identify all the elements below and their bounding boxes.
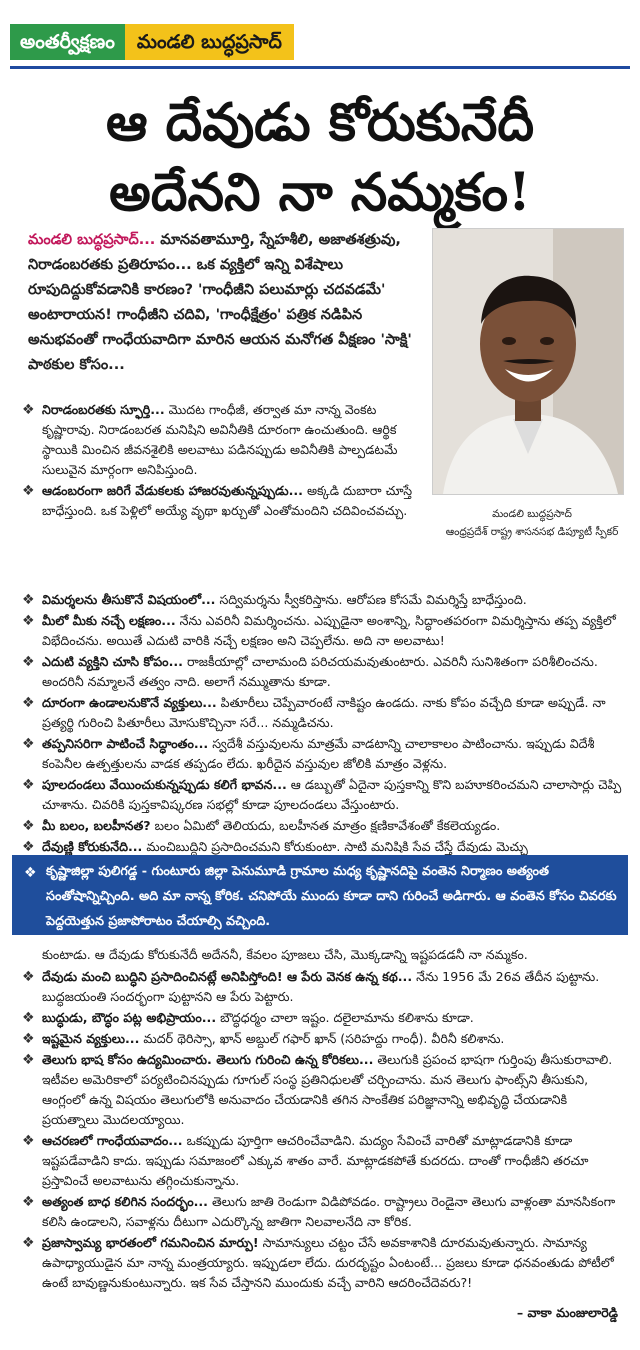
answer: బౌద్ధధర్మం చాలా ఇష్టం. దలైలామాను కలిశాను కూడా. bbox=[216, 1010, 474, 1025]
qa-item bbox=[22, 967, 622, 1007]
bullet-icon: ❖ bbox=[22, 969, 35, 985]
question: తప్పనిసరిగా పాటించే సిద్ధాంతం... bbox=[42, 736, 209, 751]
answer: మంచిబుద్ధిని ప్రసాదించమని కోరుకుంటా. సాటి మనిషికి సేవ చేస్తే దేవుడు మెచ్చు bbox=[142, 839, 528, 854]
qa-item bbox=[22, 590, 622, 610]
bullet-icon: ❖ bbox=[22, 818, 35, 834]
question: ప్రజాస్వామ్య భారతంలో గమనించిన మార్పు! bbox=[42, 1235, 259, 1250]
qa-item bbox=[22, 693, 622, 733]
question: ఆచరణలో గాంధేయవాదం... bbox=[42, 1133, 183, 1148]
intro-paragraph bbox=[28, 228, 423, 378]
answer: అక్కడి దుబారా చూస్తే బాధేస్తుంది. ఒక పెళ్లిలో అయ్యే వృథా ఖర్చుతో ఎంతోమందిని చదివించవచ్చు. bbox=[42, 483, 413, 518]
qa-item bbox=[22, 400, 422, 480]
qa-item bbox=[22, 1192, 622, 1232]
section-label: అంతర్వీక్షణం bbox=[10, 24, 125, 60]
qa-item bbox=[22, 816, 622, 836]
highlight-box bbox=[12, 855, 628, 935]
bullet-icon: ❖ bbox=[22, 736, 35, 752]
answer: సద్విమర్శను స్వీకరిస్తాను. ఆరోపణ కోసమే విమర్శిస్తే బాధేస్తుంది. bbox=[215, 592, 527, 607]
intro-name: మండలి బుద్ధప్రసాద్... bbox=[28, 232, 156, 248]
question: దూరంగా ఉండాలనుకొనే వ్యక్తులు... bbox=[42, 695, 217, 710]
bullet-icon: ❖ bbox=[22, 613, 35, 629]
header-rule bbox=[10, 66, 630, 69]
question: నిరాడంబరతకు స్ఫూర్తి... bbox=[42, 402, 165, 417]
qa-list-lower bbox=[22, 967, 622, 1294]
question: ఎదుటి వ్యక్తిని చూసి కోపం... bbox=[42, 654, 183, 669]
answer: మొదట గాంధీజీ, తర్వాత మా నాన్న వెంకట కృష్ణారావు. నిరాడంబరత మనిషిని అవినీతికి దూరంగా ఉంచుతుంది. ఆర్థిక స్థాయికి మించిన జీవనశైలికి అలవాటు పడినప్పుడు అవినీతికి పాల్పడటమే సులువైన మార్గంగా అనిపిస్తుంది. bbox=[42, 402, 398, 477]
question: అత్యంత బాధ కలిగిన సందర్భం... bbox=[42, 1194, 208, 1209]
question: తెలుగు భాష కోసం ఉద్యమించారు. తెలుగు గురించి ఉన్న కోరికలు... bbox=[42, 1052, 374, 1067]
answer: నేను ఎవరినీ విమర్శించను. ఎప్పుడైనా అంశాన్ని, సిద్ధాంతపరంగా విమర్శిస్తాను తప్ప వ్యక్తిలో విభేదించను. అయితే ఎదుటి వారికి నచ్చే లక్షణం అని చెప్పలేను. అది నా అలవాటు! bbox=[42, 613, 616, 648]
highlight-text: కృష్ణాజిల్లా పులిగడ్డ - గుంటూరు జిల్లా పెనుమూడి గ్రామాల మధ్య కృష్ణానదిపై వంతెన నిర్మాణం అత్యంత సంతోషాన్నిచ్చింది. అది మా నాన్న కోరిక. చనిపోయే ముందు కూడా దాని గురించే అడిగారు. ఆ వంతెన కోసం చివరకు పెద్దయెత్తున ప్రజాపోరాటం చేయాల్సి వచ్చింది. bbox=[46, 864, 617, 929]
author-label: మండలి బుద్ధప్రసాద్ bbox=[125, 24, 294, 60]
answer: మదర్ థెరిస్సా, ఖాన్ అబ్దుల్ గఫార్ ఖాన్ (సరిహద్దు గాంధీ). వీరినీ కలిశాను. bbox=[139, 1031, 505, 1046]
question: విమర్శలను తీసుకొనే విషయంలో... bbox=[42, 592, 216, 607]
qa-item bbox=[22, 775, 622, 815]
headline bbox=[10, 88, 630, 228]
headline-line-1: ఆ దేవుడు కోరుకునేదీ bbox=[105, 92, 535, 153]
question: బుద్ధుడు, బౌద్ధం పట్ల అభిప్రాయం... bbox=[42, 1010, 217, 1025]
photo-caption bbox=[432, 505, 632, 541]
bullet-icon: ❖ bbox=[22, 483, 35, 499]
question: దేవుణ్ణి కోరుకునేది... bbox=[42, 839, 143, 854]
qa-item bbox=[22, 1131, 622, 1191]
caption-title: ఆంధ్రప్రదేశ్ రాష్ట్ర శాసనసభ డిప్యూటీ స్పీకర్ bbox=[445, 526, 619, 538]
bullet-icon: ❖ bbox=[22, 1133, 35, 1149]
bullet-icon: ❖ bbox=[22, 1194, 35, 1210]
qa-item bbox=[22, 837, 622, 857]
answer: రాజకీయాల్లో చాలామంది పరిచయమవుతుంటారు. ఎవరినీ సునిశితంగా పరిశీలించను. అందరినీ నమ్మాలనే తత్వం నాది. అలాగే నమ్ముతాను కూడా. bbox=[42, 654, 598, 689]
answer: బలం ఏమిటో తెలియదు, బలహీనత మాత్రం క్షణికావేశంతో కేకలెయ్యడం. bbox=[150, 818, 501, 833]
answer: ఒకప్పుడు పూర్తిగా ఆచరించేవాడిని. మద్యం సేవించే వారితో మాట్లాడడానికి కూడా ఇష్టపడేవాడిని కాదు. ఇప్పుడు సమాజంలో ఎక్కువ శాతం వారే. మాట్లాడకపోతే కుదరదు. దాంతో గాంధీజీని తరచూ ప్రస్తావించే అలవాటును తగ్గించుకున్నాను. bbox=[42, 1133, 589, 1188]
bullet-icon: ❖ bbox=[22, 839, 35, 855]
question: మీ బలం, బలహీనత? bbox=[42, 818, 151, 833]
qa-item bbox=[22, 652, 622, 692]
question: మీలో మీకు నచ్చే లక్షణం... bbox=[42, 613, 176, 628]
answer: ఆ డబ్బుతో ఏదైనా పుస్తకాన్ని కొని బహూకరించమని చాలాసార్లు చెప్పి చూశాను. చివరికి పుస్తకావిష్కరణ సభల్లో కూడా పూలదండలు వేస్తుంటారు. bbox=[42, 777, 622, 812]
answer: పితూరీలు చెప్పేవారంటే నాకిష్టం ఉండదు. నాకు కోపం వచ్చేది కూడా అప్పుడే. నా ప్రత్యర్థి గురించి పితూరీలు మోసుకొచ్చినా సరే... నమ్మడిచను. bbox=[42, 695, 606, 730]
bullet-icon: ❖ bbox=[22, 1031, 35, 1047]
continuation-paragraph: కుంటాడు. ఆ దేవుడు కోరుకునేదీ అదేననీ, కేవలం పూజలు చేసి, మొక్కడాన్ని ఇష్టపడడనీ నా నమ్మకం. bbox=[42, 947, 528, 962]
qa-item bbox=[22, 1233, 622, 1293]
qa-item bbox=[22, 1008, 622, 1028]
answer: స్వదేశీ వస్తువులను మాత్రమే వాడటాన్ని చాలాకాలం పాటించాను. ఇప్పుడు విదేశీ కంపెనీల ఉత్పత్తులను వాడక తప్పడం లేదు. ఖరీదైన వస్తువుల జోలికి మాత్రం వెళ్లను. bbox=[42, 736, 595, 771]
qa-list-upper bbox=[22, 400, 422, 522]
answer: తెలుగుకి ప్రపంచ భాషగా గుర్తింపు తీసుకురావాలి. ఇటీవల అమెరికాలో పర్యటించినప్పుడు గూగుల్ సంస్థ ప్రతినిధులతో చర్చించాను. మన తెలుగు ఫాంట్స్‌ని తీసుకుని, ఆంగ్లంలో ఉన్న విషయం తెలుగులోకి అనువాదం చేయడానికి తగిన సాంకేతిక పరిజ్ఞానాన్ని అభివృద్ధి చేయడానికి ప్రయత్నాలు మొదలయ్యాయి. bbox=[42, 1052, 613, 1127]
question: ఆడంబరంగా జరిగే వేడుకలకు హాజరవుతున్నప్పుడు... bbox=[42, 483, 303, 498]
portrait-illustration bbox=[433, 229, 623, 494]
qa-item bbox=[22, 481, 422, 521]
answer: తెలుగు జాతి రెండుగా విడిపోవడం. రాష్ట్రాలు రెండైనా తెలుగు వాళ్లంతా మానసికంగా కలిసి ఉండాలని, సవాళ్లను దీటుగా ఎదుర్కొన్న జాతిగా నిలవాలనేది నా కోరిక. bbox=[42, 1194, 616, 1229]
caption-name: మండలి బుద్ధప్రసాద్ bbox=[492, 508, 572, 520]
bullet-icon: ❖ bbox=[22, 654, 35, 670]
bullet-icon: ❖ bbox=[22, 777, 35, 793]
answer: నేను 1956 మే 26వ తేదీన పుట్టాను. బుద్ధజయంతి సందర్భంగా పుట్టానని ఆ పేరు పెట్టారు. bbox=[42, 969, 600, 1004]
headline-line-2: అదేనని నా నమ్మకం! bbox=[109, 162, 531, 223]
bullet-icon: ❖ bbox=[22, 1010, 35, 1026]
intro-text: మానవతామూర్తి, స్నేహశీలి, అజాతశత్రువు, నిరాడంబరతకు ప్రతిరూపం... ఒక వ్యక్తిలో ఇన్ని విశేషాలు రూపుదిద్దుకోవడానికి కారణం? 'గాంధీజీని పలుమార్లు చదవడమే' అంటారాయన! గాంధీజీని చదివి, 'గాంధీక్షేత్రం' పత్రిక నడిపిన అనుభవంతో గాంధేయవాదిగా మారిన ఆయన మనోగత వీక్షణం 'సాక్షి' పాఠకుల కోసం... bbox=[28, 232, 412, 373]
qa-list-middle bbox=[22, 590, 622, 858]
qa-item bbox=[22, 611, 622, 651]
bullet-icon: ❖ bbox=[22, 1235, 35, 1251]
byline: – వాకా మంజులారెడ్డి bbox=[516, 1305, 618, 1320]
bullet-icon: ❖ bbox=[22, 1052, 35, 1068]
question: దేవుడు మంచి బుద్ధిని ప్రసాదించినట్లే అనిపిస్తోంది! ఆ పేరు వెనక ఉన్న కథ... bbox=[42, 969, 413, 984]
bullet-icon: ❖ bbox=[24, 865, 37, 881]
bullet-icon: ❖ bbox=[22, 695, 35, 711]
qa-item bbox=[22, 1050, 622, 1130]
answer: సామాన్యులు చట్టం చేసే అవకాశానికి దూరమవుతున్నారు. సామాన్య ఉపాధ్యాయుడైన మా నాన్న మంత్రయ్యారు. ఇప్పుడలా లేదు. దురదృష్టం ఏంటంటే... ప్రజలు కూడా ధనవంతుడు పోటీలో ఉంటే బావుణ్ణనుకుంటున్నారు. ఇక సేవ చేస్తానని ముందుకు వచ్చే వారిని ఆదరించేదెవరు?! bbox=[42, 1235, 614, 1290]
qa-item bbox=[22, 734, 622, 774]
question: పూలదండలు వేయించుకున్నప్పుడు కలిగే భావన... bbox=[42, 777, 287, 792]
bullet-icon: ❖ bbox=[22, 592, 35, 608]
qa-item bbox=[22, 1029, 622, 1049]
bullet-icon: ❖ bbox=[22, 402, 35, 418]
column-header bbox=[10, 24, 294, 60]
question: ఇష్టమైన వ్యక్తులు... bbox=[42, 1031, 140, 1046]
portrait-photo bbox=[432, 228, 624, 495]
